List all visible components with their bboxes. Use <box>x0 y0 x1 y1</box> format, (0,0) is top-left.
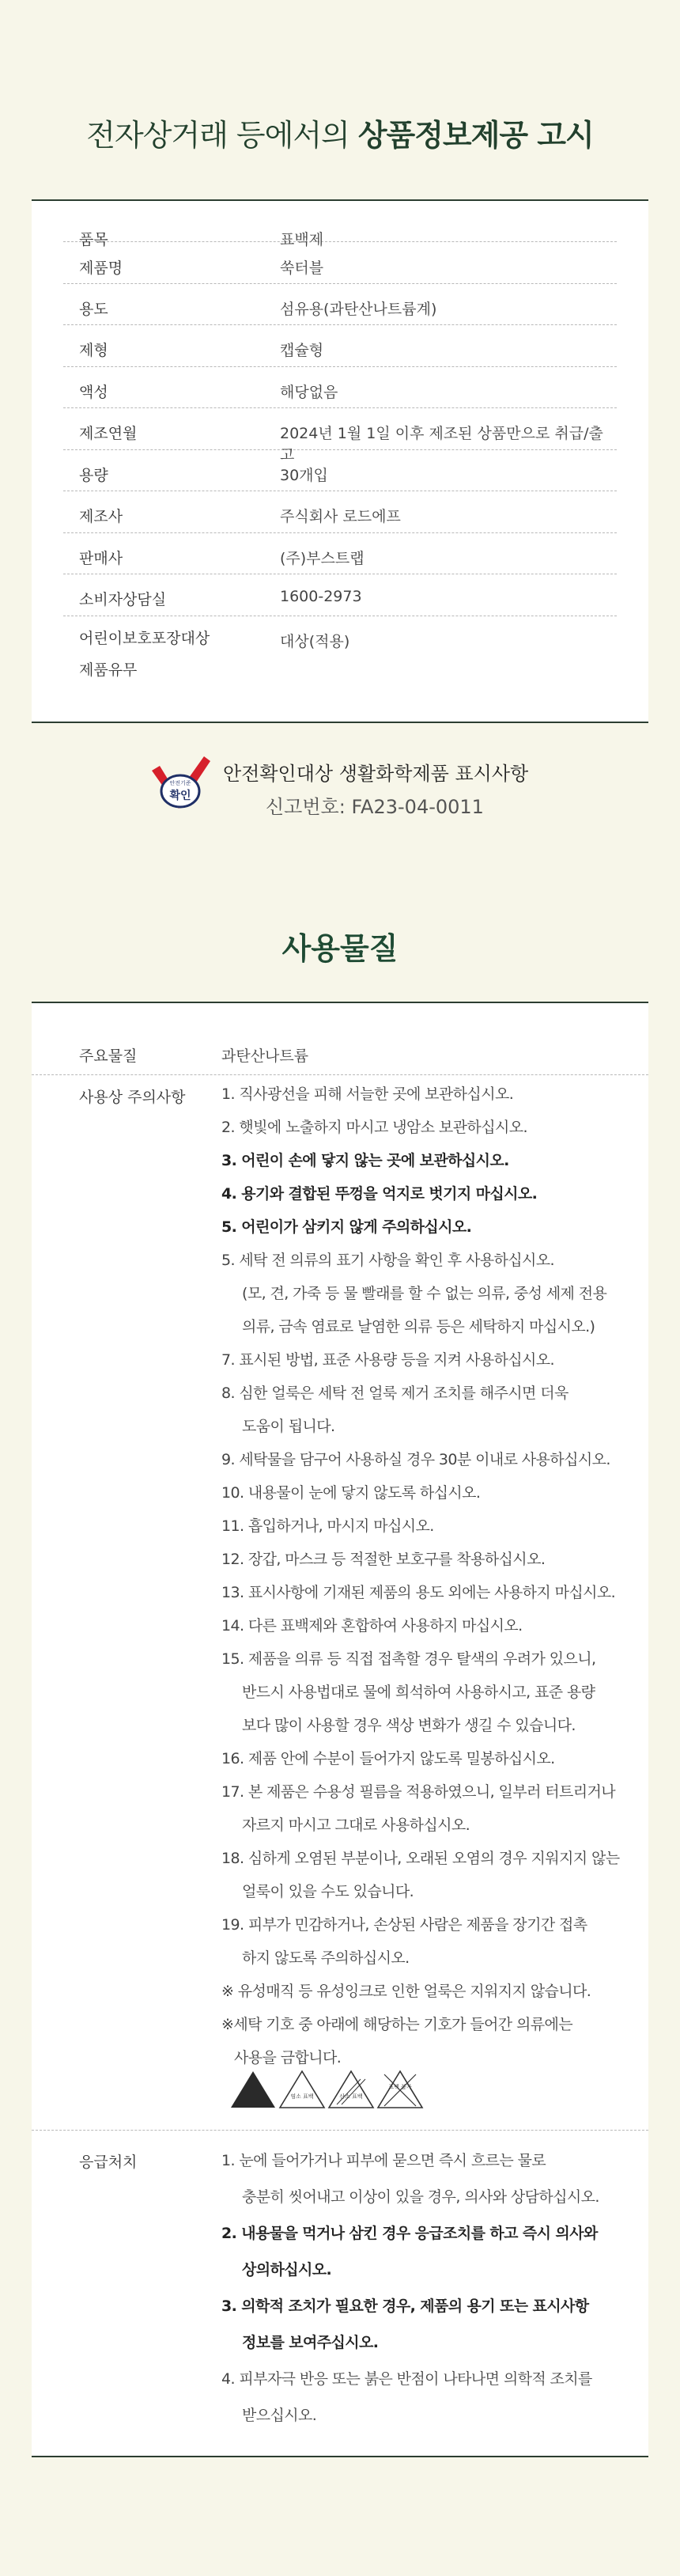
notice-title-bold: 상품정보제공 고시 <box>357 118 594 153</box>
info-key: 제품명 <box>79 259 123 277</box>
info-value: 해당없음 <box>280 384 338 401</box>
caution-item: ※ 유성매직 등 유성잉크로 인한 얼룩은 지워지지 않습니다. <box>221 1983 591 2000</box>
symbol-label: 산소 표백 <box>339 2093 363 2100</box>
info-row-item <box>63 325 617 367</box>
caution-label: 사용상 주의사항 <box>79 1089 186 1106</box>
info-key: 소비자상담실 <box>79 591 167 608</box>
info-row-item <box>63 616 617 711</box>
symbol-label: 염소 표백 <box>290 2093 314 2100</box>
oxygen-bleach-icon <box>329 2071 373 2108</box>
info-value: 1600-2973 <box>280 588 362 605</box>
notice-title <box>0 111 680 154</box>
caution-item: 12. 장갑, 마스크 등 적절한 보호구를 착용하십시오. <box>221 1551 546 1568</box>
caution-item: 19. 피부가 민감하거나, 손상된 사람은 제품을 장기간 접촉 하지 않도록 주의하십시오. <box>221 1916 587 1967</box>
report-number: 신고번호: FA23-04-0011 <box>266 796 484 818</box>
info-value: 주식회사 로드에프 <box>280 508 401 525</box>
info-key: 제형 <box>79 342 108 359</box>
info-value: 캡슐형 <box>280 342 324 359</box>
product-info-table <box>32 199 648 723</box>
info-key: 제조연월 <box>79 425 138 442</box>
info-key: 제조사 <box>79 508 123 525</box>
chlorine-bleach-icon <box>280 2071 324 2108</box>
safety-badge-top: 안전기준 <box>169 780 191 786</box>
info-value: 30개입 <box>280 467 328 484</box>
info-row-item <box>63 491 617 533</box>
info-value: 쑥터블 <box>280 259 324 277</box>
row-divider <box>32 2130 648 2131</box>
row-divider <box>32 1074 648 1075</box>
info-key-line: 어린이보호포장대상 <box>79 630 210 647</box>
first-aid-item: 1. 눈에 들어가거나 피부에 묻으면 즉시 흐르는 물로 충분히 씻어내고 이상이 있을 경우, 의사와 상담하십시오. <box>221 2152 599 2206</box>
caution-item: 10. 내용물이 눈에 닿지 않도록 하십시오. <box>221 1484 481 1502</box>
safety-badge-bottom: 확인 <box>169 790 191 802</box>
first-aid-list <box>221 2142 648 2434</box>
bleach-allowed-icon <box>231 2071 275 2108</box>
info-key: 용량 <box>79 467 108 484</box>
caution-item: 5. 어린이가 삼키지 않게 주의하십시오. <box>221 1218 472 1236</box>
first-aid-item: 4. 피부자극 반응 또는 붉은 반점이 나타나면 의학적 조치를 받으십시오. <box>221 2370 592 2424</box>
info-row-item <box>63 367 617 408</box>
info-value: 섬유용(과탄산나트륨계) <box>280 301 437 318</box>
caution-item: 13. 표시사항에 기재된 제품의 용도 외에는 사용하지 마십시오. <box>221 1584 616 1601</box>
caution-item: 17. 본 제품은 수용성 필름을 적용하였으니, 일부러 터트리거나 자르지 마시고 그대로 사용하십시오. <box>221 1783 616 1834</box>
caution-item: 18. 심하게 오염된 부분이나, 오래된 오염의 경우 지워지지 않는 얼룩이 있을 수도 있습니다. <box>221 1850 620 1900</box>
caution-item: 9. 세탁물을 담구어 사용하실 경우 30분 이내로 사용하십시오. <box>221 1451 610 1468</box>
info-row-item <box>63 450 617 491</box>
info-key <box>79 623 210 686</box>
first-aid-item: 3. 의학적 조치가 필요한 경우, 제품의 용기 또는 표시사항 정보를 보여주십시오. <box>221 2298 589 2351</box>
info-key: 액성 <box>79 384 108 401</box>
caution-item: 5. 세탁 전 의류의 표기 사항을 확인 후 사용하십시오. (모, 견, 가죽 등 물 빨래를 할 수 없는 의류, 중성 세제 전용 의류, 금속 염료로 날염한 의류 등은 세탁하지 마십시오.) <box>221 1252 607 1335</box>
info-row-item <box>63 533 617 574</box>
info-row-item <box>63 201 617 248</box>
info-key: 판매사 <box>79 550 123 567</box>
symbol-label: 표백 불가 <box>388 2084 412 2090</box>
safety-check-icon <box>149 753 212 816</box>
no-bleach-icon <box>378 2071 422 2108</box>
info-row-item <box>63 574 617 616</box>
first-aid-label: 응급처치 <box>79 2154 138 2171</box>
caution-item: 1. 직사광선을 피해 서늘한 곳에 보관하십시오. <box>221 1085 514 1103</box>
caution-item: 15. 제품을 의류 등 직접 접촉할 경우 탈색의 우려가 있으니, 반드시 사용법대로 물에 희석하여 사용하시고, 표준 용량 보다 많이 사용할 경우 색상 변화가 생길 수 있습니다. <box>221 1650 596 1734</box>
first-aid-item: 2. 내용물을 먹거나 삼킨 경우 응급조치를 하고 즉시 의사와 상의하십시오. <box>221 2225 598 2279</box>
usage-table <box>32 1002 648 2457</box>
info-value: 대상(적용) <box>280 633 350 650</box>
main-substance-value: 과탄산나트륨 <box>221 1047 309 1065</box>
caution-item: 4. 용기와 결합된 뚜껑을 억지로 벗기지 마십시오. <box>221 1185 538 1203</box>
caution-item: 8. 심한 얼룩은 세탁 전 얼룩 제거 조치를 해주시면 더욱 도움이 됩니다. <box>221 1385 569 1435</box>
caution-item: ※세탁 기호 중 아래에 해당하는 기호가 들어간 의류에는 사용을 금합니다. <box>221 2016 572 2066</box>
caution-item: 3. 어린이 손에 닿지 않는 곳에 보관하십시오. <box>221 1152 509 1169</box>
info-key: 용도 <box>79 301 108 318</box>
notice-title-prefix: 전자상거래 등에서의 <box>86 118 358 153</box>
info-value: 2024년 1월 1일 이후 제조된 상품만으로 취급/출고 <box>280 425 603 464</box>
info-key-line: 제품유무 <box>79 661 138 679</box>
caution-item: 11. 흡입하거나, 마시지 마십시오. <box>221 1517 434 1535</box>
caution-item: 14. 다른 표백제와 혼합하여 사용하지 마십시오. <box>221 1617 523 1635</box>
usage-title: 사용물질 <box>281 931 399 966</box>
caution-list <box>221 1078 648 2074</box>
caution-item: 7. 표시된 방법, 표준 사용량 등을 지켜 사용하십시오. <box>221 1351 554 1369</box>
main-substance-label: 주요물질 <box>79 1047 138 1065</box>
info-row-item <box>63 284 617 325</box>
laundry-bleach-symbols <box>229 2068 435 2111</box>
info-row-item <box>63 408 617 464</box>
caution-item: 16. 제품 안에 수분이 들어가지 않도록 밀봉하십시오. <box>221 1750 555 1767</box>
info-row-item <box>63 242 617 284</box>
info-key: 품목 <box>79 231 108 248</box>
caution-item: 2. 햇빛에 노출하지 마시고 냉암소 보관하십시오. <box>221 1119 527 1136</box>
safety-notice <box>0 752 680 823</box>
safety-title: 안전확인대상 생활화학제품 표시사항 <box>223 763 529 785</box>
info-value: (주)부스트랩 <box>280 550 365 567</box>
info-value: 표백제 <box>280 231 324 248</box>
